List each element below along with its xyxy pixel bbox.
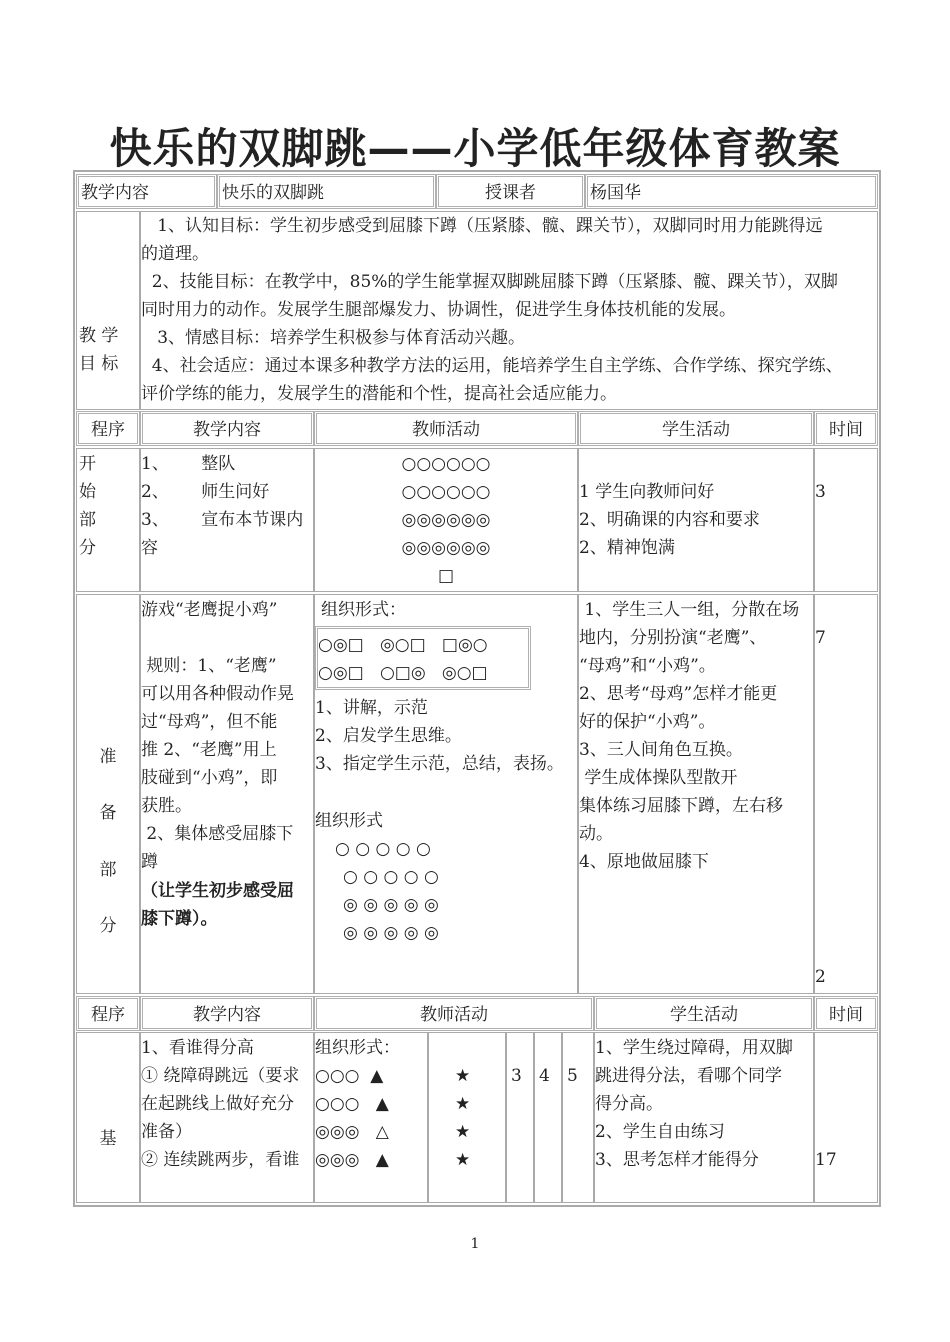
prep-content-cell: 游戏“老鹰捉小鸡” 规则：1、“老鹰” 可以用各种假动作晃 过“母鸡”，但不能 推 2、“老鹰”用上 肢碰到“小鸡”，即 获胜。 2、集体感受屈膝下 蹲 （让学生初步感受屈 膝下蹲）。 <box>140 594 314 994</box>
goals-label-cell <box>76 211 140 410</box>
col-header-program: 程序 <box>76 411 140 446</box>
obstacle-row: ◎◎◎ △ <box>315 1122 389 1142</box>
basic-star-cell <box>428 1032 506 1203</box>
header-content-label: 教学内容 <box>81 183 149 203</box>
page-title: 快乐的双脚跳——小学低年级体育教案 <box>109 124 841 173</box>
basic-student-cell <box>594 1032 814 1203</box>
student-item: 2、精神饱满 <box>579 538 675 558</box>
star-icon: ★ <box>455 1122 471 1142</box>
obstacle-row: ○○○ ▲ <box>315 1094 389 1114</box>
formation-row: ○○○○○○ <box>401 482 491 502</box>
start-item: 2、 师生问好 <box>141 482 270 502</box>
col-header-program-2: 程序 <box>76 996 140 1031</box>
formation-row: ○○○○○○ <box>401 454 491 474</box>
star-icon: ★ <box>455 1066 471 1086</box>
basic-time-cell <box>814 1032 878 1203</box>
col-header-time-2: 时间 <box>814 996 878 1031</box>
header-teacher-label: 授课者 <box>485 183 536 203</box>
basic-num4-cell <box>534 1032 562 1203</box>
org-label: 组织形式 <box>315 811 383 831</box>
formation-row: ◎◎◎◎◎◎ <box>401 538 491 558</box>
start-teacher-cell <box>314 448 578 592</box>
org-label: 组织形式： <box>315 1038 400 1058</box>
prep-bold-note: 膝下蹲）。 <box>141 909 218 929</box>
prep-bold-note: （让学生初步感受屈 <box>141 881 294 901</box>
student-item: “母鸡”和“小鸡”。 <box>579 656 716 676</box>
prep-teacher-cell <box>314 594 578 994</box>
score-number: 5 <box>567 1066 578 1086</box>
teacher-step: 1、讲解，示范 <box>315 698 428 718</box>
obstacle-row: ○○○ ▲ <box>315 1066 384 1086</box>
teacher-position: □ <box>437 566 455 586</box>
goal-line: 的道理。 <box>141 244 209 264</box>
star-icon: ★ <box>455 1094 471 1114</box>
student-item: 2、明确课的内容和要求 <box>579 510 760 530</box>
prep-time-cell <box>814 594 878 994</box>
start-content-cell <box>140 448 314 592</box>
formation-row: ○ ○ ○ ○ ○ <box>343 867 439 887</box>
col-header-content: 教学内容 <box>140 411 314 446</box>
teacher-step: 2、启发学生思维。 <box>315 726 462 746</box>
student-item: 3、三人间角色互换。 <box>579 740 743 760</box>
formation-row: ○ ○ ○ ○ ○ <box>335 839 431 859</box>
start-item: 容 <box>141 538 158 558</box>
score-number: 4 <box>539 1066 550 1086</box>
prep-time: 7 <box>815 628 826 648</box>
student-item: 4、原地做屈膝下 <box>579 852 709 872</box>
prep-student-cell <box>578 594 814 994</box>
goal-line: 4、社会适应：通过本课多种教学方法的运用，能培养学生自主学练、合作学练、探究学练、 <box>141 356 843 376</box>
goals-label-line1: 教 学 <box>79 326 119 346</box>
student-item: 地内，分别扮演“老鹰”、 <box>579 628 767 648</box>
group-formation-box <box>315 626 531 690</box>
goals-text-cell <box>140 211 878 410</box>
start-item: 3、 宣布本节课内 <box>141 510 304 530</box>
student-item: 3、思考怎样才能得分 <box>595 1150 759 1170</box>
score-number: 3 <box>511 1066 522 1086</box>
basic-label-cell <box>76 1032 140 1203</box>
basic-teacher-left-cell <box>314 1032 428 1203</box>
basic-time: 17 <box>815 1150 837 1170</box>
student-item: 集体练习屈膝下蹲，左右移 <box>579 796 783 816</box>
col-header-teacher-2: 教师活动 <box>314 996 594 1031</box>
formation-row: ◎◎◎◎◎◎ <box>401 510 491 530</box>
header-content-value-cell <box>217 174 436 209</box>
basic-num3-cell <box>506 1032 534 1203</box>
goal-line: 评价学练的能力，发展学生的潜能和个性，提高社会适应能力。 <box>141 384 617 404</box>
page-number: 1 <box>470 1236 480 1252</box>
formation-row: ◎ ◎ ◎ ◎ ◎ <box>343 923 439 943</box>
group-row: ○◎□ ○□◎ ◎○□ <box>318 663 488 683</box>
student-item: 学生成体操队型散开 <box>579 768 738 788</box>
header-teacher-value-cell <box>585 174 878 209</box>
formation-row: ◎ ◎ ◎ ◎ ◎ <box>343 895 439 915</box>
student-item: 2、思考“母鸡”怎样才能更 <box>579 684 778 704</box>
student-item: 动。 <box>579 824 613 844</box>
basic-num5-cell <box>562 1032 594 1203</box>
student-item: 1、学生绕过障碍，用双脚 <box>595 1038 793 1058</box>
goal-line: 同时用力的动作。发展学生腿部爆发力、协调性，促进学生身体技机能的发展。 <box>141 300 736 320</box>
header-content-label-cell <box>76 174 217 209</box>
group-row: ○◎□ ◎○□ □◎○ <box>318 635 488 655</box>
start-time: 3 <box>815 482 826 502</box>
col-header-student: 学生活动 <box>578 411 814 446</box>
start-item: 1、 整队 <box>141 454 236 474</box>
org-label: 组织形式： <box>321 600 406 620</box>
col-header-student-2: 学生活动 <box>594 996 814 1031</box>
student-item: 跳进得分法，看哪个同学 <box>595 1066 782 1086</box>
basic-label: 基 <box>99 1129 117 1149</box>
basic-content-cell: 1、看谁得分高 ① 绕障碍跳远（要求 在起跳线上做好充分 准备） ② 连续跳两步，看谁 <box>140 1032 314 1203</box>
goal-line: 3、情感目标：培养学生积极参与体育活动兴趣。 <box>141 328 526 348</box>
obstacle-row: ◎◎◎ ▲ <box>315 1150 389 1170</box>
student-item: 2、学生自由练习 <box>595 1122 725 1142</box>
header-content-value: 快乐的双脚跳 <box>222 183 324 203</box>
col-header-time: 时间 <box>814 411 878 446</box>
goals-label-line2: 目 标 <box>79 354 119 374</box>
header-teacher-value: 杨国华 <box>590 183 641 203</box>
prep-time: 2 <box>815 967 826 987</box>
goal-line: 2、技能目标：在教学中，85%的学生能掌握双脚跳屈膝下蹲（压紧膝、髋、踝关节），双脚 <box>141 272 838 292</box>
goal-line: 1、认知目标：学生初步感受到屈膝下蹲（压紧膝、髋、踝关节），双脚同时用力能跳得远 <box>141 216 823 236</box>
start-time-cell <box>814 448 878 592</box>
student-item: 得分高。 <box>595 1094 663 1114</box>
teacher-step: 3、指定学生示范，总结，表扬。 <box>315 754 564 774</box>
star-icon: ★ <box>455 1150 471 1170</box>
col-header-teacher: 教师活动 <box>314 411 578 446</box>
student-item: 1 学生向教师问好 <box>579 482 715 502</box>
header-teacher-label-cell <box>436 174 585 209</box>
student-item: 好的保护“小鸡”。 <box>579 712 716 732</box>
prep-label-cell: 准 备 部 分 <box>76 594 140 994</box>
start-label-cell: 开 始 部 分 <box>76 448 140 592</box>
col-header-content-2: 教学内容 <box>140 996 314 1031</box>
start-student-cell <box>578 448 814 592</box>
student-item: 1、学生三人一组，分散在场 <box>579 600 800 620</box>
